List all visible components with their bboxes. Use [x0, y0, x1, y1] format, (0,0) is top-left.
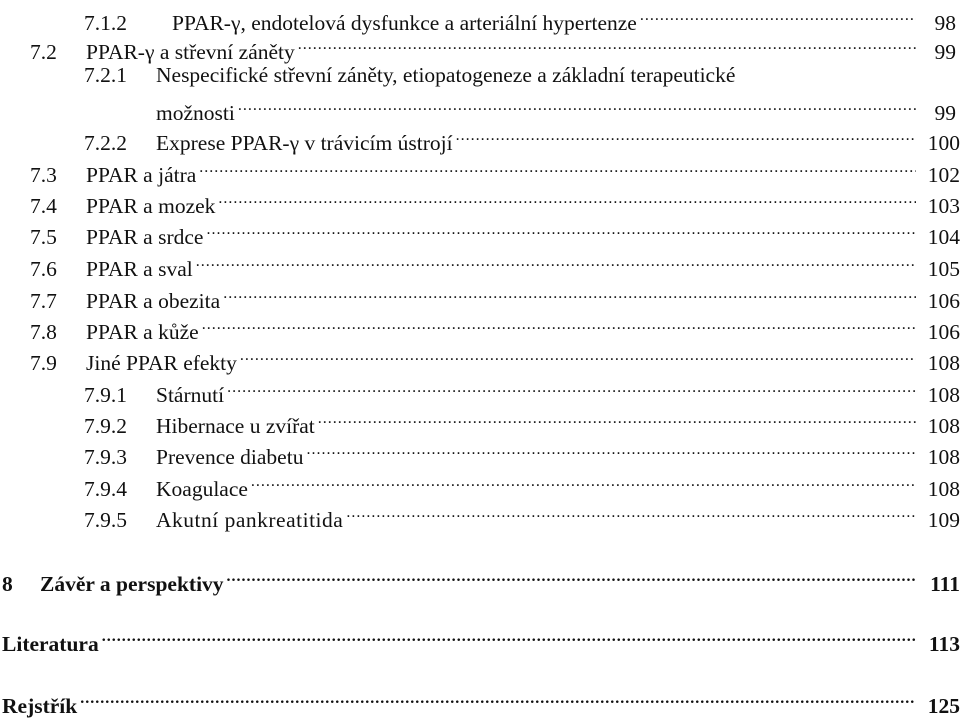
toc-entry[interactable] — [0, 214, 960, 249]
toc-entry-title: Hibernace u zvířat — [156, 414, 315, 438]
toc-leader-dots — [199, 152, 916, 182]
toc-entry-title: Jiné PPAR efekty — [86, 351, 237, 375]
toc-entry[interactable] — [0, 152, 960, 187]
toc-entry-page: 106 — [927, 289, 960, 313]
toc-entry[interactable] — [0, 0, 960, 35]
toc-leader-dots — [227, 561, 916, 591]
toc-entry-number: 7.2.2 — [84, 131, 127, 155]
toc-entry-number: 7.9.1 — [84, 383, 127, 407]
toc-entry[interactable] — [0, 340, 960, 375]
toc-entry-title: PPAR a srdce — [86, 225, 204, 249]
toc-entry-page: 108 — [927, 351, 960, 375]
toc-entry-page: 105 — [927, 257, 960, 281]
toc-entry-page: 99 — [934, 101, 956, 125]
toc-entry-title: PPAR a kůže — [86, 320, 199, 344]
toc-entry[interactable] — [0, 246, 960, 281]
toc-entry-page: 108 — [927, 414, 960, 438]
toc-entry-title: Rejstřík — [2, 694, 78, 718]
toc-chapter-entry[interactable] — [0, 561, 960, 596]
toc-entry-wrapped[interactable] — [84, 60, 735, 90]
toc-entry-number: 7.9 — [30, 351, 57, 375]
toc-entry-number: 7.2.1 — [84, 63, 127, 87]
toc-entry[interactable] — [0, 29, 960, 64]
toc-entry-number: 7.9.3 — [84, 445, 127, 469]
toc-entry-title: Exprese PPAR-γ v trávicím ústrojí — [156, 131, 453, 155]
toc-entry-page: 108 — [927, 445, 960, 469]
toc-entry-title: PPAR-γ, endotelová dysfunkce a arteriální hypertenze — [172, 11, 637, 35]
toc-entry-number: 7.2 — [30, 40, 57, 64]
toc-chapter-entry[interactable] — [0, 683, 960, 718]
toc-leader-dots — [196, 246, 916, 276]
toc-chapter-entry[interactable] — [0, 621, 960, 656]
toc-entry-page: 113 — [928, 632, 960, 656]
toc-entry-title-continued: možnosti — [156, 101, 235, 125]
toc-entry-page: 125 — [927, 694, 960, 718]
toc-leader-dots — [218, 183, 916, 213]
toc-entry-title: Nespecifické střevní záněty, etiopatogeneze a základní terapeutické — [156, 63, 736, 87]
toc-entry-number: 7.5 — [30, 225, 57, 249]
toc-entry[interactable] — [0, 278, 960, 313]
toc-entry-number: 7.3 — [30, 163, 57, 187]
toc-leader-dots — [238, 90, 916, 120]
toc-entry-page: 104 — [927, 225, 960, 249]
toc-entry-title: PPAR a játra — [86, 163, 197, 187]
toc-entry[interactable] — [0, 403, 960, 438]
toc-entry-page: 106 — [927, 320, 960, 344]
toc-entry-page: 108 — [927, 383, 960, 407]
toc-leader-dots — [251, 466, 916, 496]
toc-entry-number: 7.9.4 — [84, 477, 127, 501]
toc-entry-title: Závěr a perspektivy — [40, 572, 224, 596]
toc-entry-page: 100 — [927, 131, 960, 155]
toc-entry[interactable] — [0, 372, 960, 407]
toc-leader-dots — [227, 372, 916, 402]
toc-entry-continuation[interactable] — [0, 90, 960, 125]
toc-leader-dots — [456, 120, 916, 150]
toc-entry-page: 98 — [934, 11, 956, 35]
toc-entry[interactable] — [0, 466, 960, 501]
toc-leader-dots — [202, 309, 916, 339]
toc-leader-dots — [346, 497, 916, 527]
toc-entry-number: 7.9.2 — [84, 414, 127, 438]
toc-entry-title: Prevence diabetu — [156, 445, 304, 469]
toc-entry-number: 7.6 — [30, 257, 57, 281]
toc-entry-page: 102 — [927, 163, 960, 187]
toc-leader-dots — [240, 340, 916, 370]
toc-entry-number: 8 — [2, 572, 13, 596]
toc-leader-dots — [318, 403, 916, 433]
toc-entry-title: PPAR a obezita — [86, 289, 221, 313]
toc-entry-title: PPAR a mozek — [86, 194, 216, 218]
toc-entry-title: Koagulace — [156, 477, 248, 501]
toc-entry-number: 7.7 — [30, 289, 57, 313]
toc-entry[interactable] — [0, 309, 960, 344]
toc-entry-title: Literatura — [2, 632, 99, 656]
toc-entry-title: Akutní pankreatitida — [156, 508, 344, 532]
toc-leader-dots — [640, 0, 916, 30]
toc-entry[interactable] — [0, 497, 960, 532]
toc-leader-dots — [306, 434, 916, 464]
toc-entry-title: PPAR a sval — [86, 257, 193, 281]
toc-entry-number: 7.1.2 — [84, 11, 127, 35]
toc-entry-page: 108 — [927, 477, 960, 501]
toc-entry-page: 109 — [927, 508, 960, 532]
toc-entry-number: 7.4 — [30, 194, 57, 218]
toc-entry-title: PPAR-γ a střevní záněty — [86, 40, 295, 64]
toc-entry-page: 111 — [930, 572, 960, 596]
toc-entry-page: 103 — [927, 194, 960, 218]
toc-entry-number: 7.8 — [30, 320, 57, 344]
toc-entry-number: 7.9.5 — [84, 508, 127, 532]
toc-leader-dots — [102, 621, 916, 651]
toc-entry-title: Stárnutí — [156, 383, 225, 407]
toc-entry[interactable] — [0, 120, 960, 155]
toc-entry-page: 99 — [934, 40, 956, 64]
toc-leader-dots — [206, 214, 916, 244]
toc-entry[interactable] — [0, 183, 960, 218]
toc-leader-dots — [80, 683, 916, 713]
toc-leader-dots — [223, 278, 916, 308]
toc-entry[interactable] — [0, 434, 960, 469]
toc-leader-dots — [298, 29, 916, 59]
